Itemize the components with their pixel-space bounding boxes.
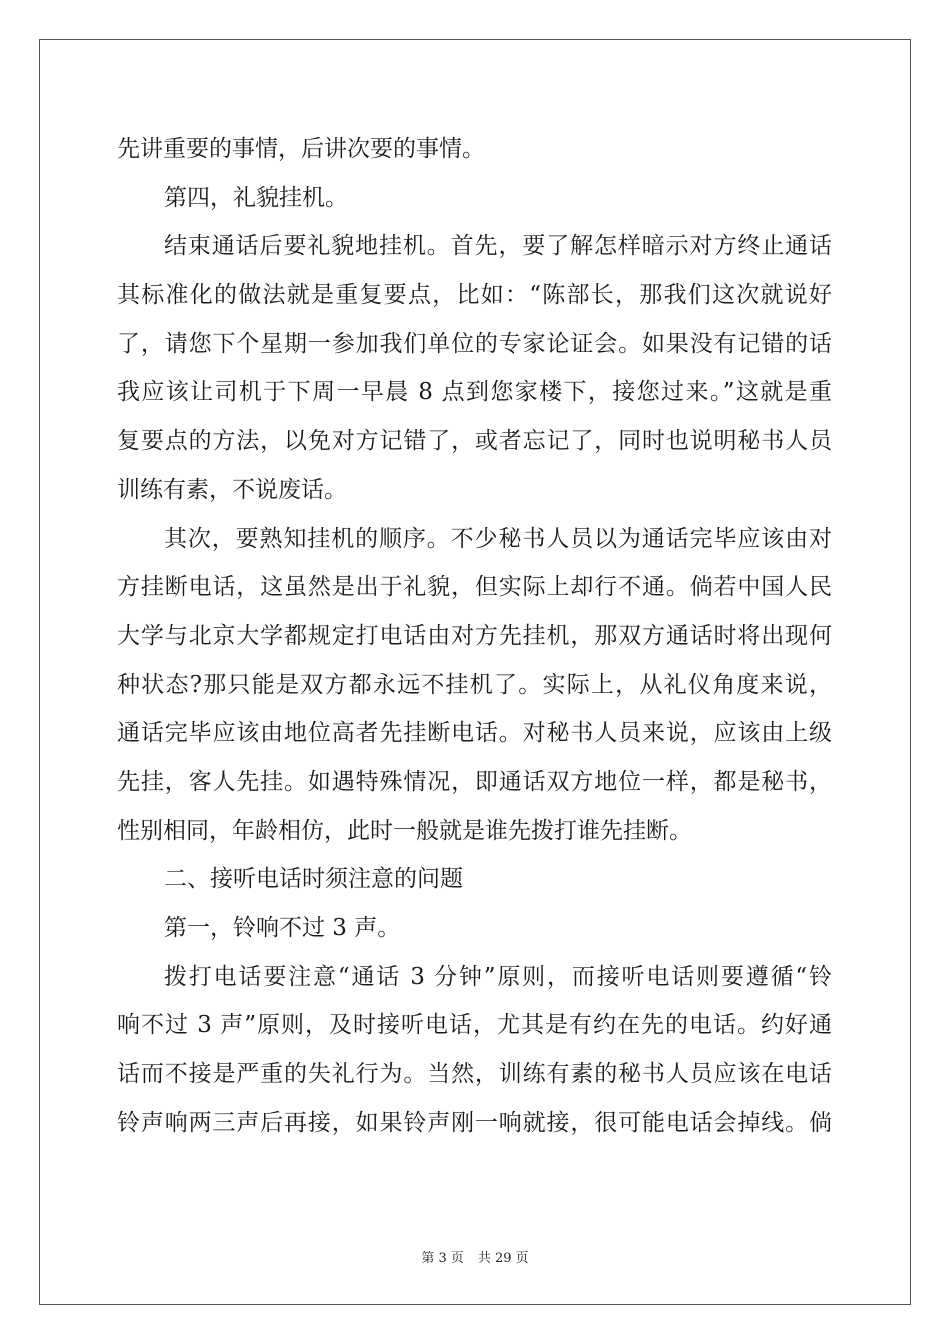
text-line: 响不过 3 声”原则，及时接听电话，尤其是有约在先的电话。约好通	[117, 1012, 832, 1039]
text-line: 性别相同，年龄相仿，此时一般就是谁先拨打谁先挂断。	[117, 817, 692, 844]
section-heading	[117, 855, 832, 904]
text-line: 通话完毕应该由地位高者先挂断电话。对秘书人员来说，应该由上级	[117, 720, 832, 747]
text-line: 拨打电话要注意“通话 3 分钟”原则，而接听电话则要遵循“铃	[164, 963, 832, 990]
page-total: 共 29 页	[477, 1251, 529, 1266]
text-line: 方挂断电话，这虽然是出于礼貌，但实际上却行不通。倘若中国人民	[117, 574, 832, 601]
text-line: 先挂，客人先挂。如遇特殊情况，即通话双方地位一样，都是秘书，	[117, 768, 832, 795]
subsection-heading	[117, 904, 832, 953]
text-line: 话而不接是严重的失礼行为。当然，训练有素的秘书人员应该在电话	[117, 1061, 832, 1088]
text-line: 其标准化的做法就是重复要点，比如：“陈部长，那我们这次就说好	[117, 282, 832, 309]
text-line: 大学与北京大学都规定打电话由对方先挂机，那双方通话时将出现何	[117, 622, 832, 649]
text-line: 第一，铃响不过 3 声。	[164, 915, 401, 941]
text-line: 铃声响两三声后再接，如果铃声刚一响就接，很可能电话会掉线。倘	[117, 1109, 832, 1136]
text-line: 其次，要熟知挂机的顺序。不少秘书人员以为通话完毕应该由对	[164, 525, 832, 552]
paragraph	[117, 953, 832, 1148]
text-line: 了，请您下个星期一参加我们单位的专家论证会。如果没有记错的话	[117, 330, 832, 357]
document-body	[117, 125, 832, 1147]
section-heading	[117, 174, 832, 223]
page-footer	[0, 1247, 950, 1266]
page-number: 第 3 页	[421, 1251, 464, 1266]
text-line: 种状态?那只能是双方都永远不挂机了。实际上，从礼仪角度来说，	[117, 671, 832, 698]
text-line: 复要点的方法，以免对方记错了，或者忘记了，同时也说明秘书人员	[117, 428, 832, 455]
text-line: 我应该让司机于下周一早晨 8 点到您家楼下，接您过来。”这就是重	[117, 379, 832, 406]
text-line: 二、接听电话时须注意的问题	[164, 866, 463, 893]
text-line: 结束通话后要礼貌地挂机。首先，要了解怎样暗示对方终止通话	[164, 233, 832, 260]
text-line: 训练有素，不说废话。	[117, 476, 347, 503]
paragraph	[117, 222, 832, 514]
text-line: 先讲重要的事情，后讲次要的事情。	[117, 136, 485, 162]
paragraph	[117, 125, 832, 174]
paragraph	[117, 515, 832, 856]
text-line: 第四，礼貌挂机。	[164, 184, 348, 211]
